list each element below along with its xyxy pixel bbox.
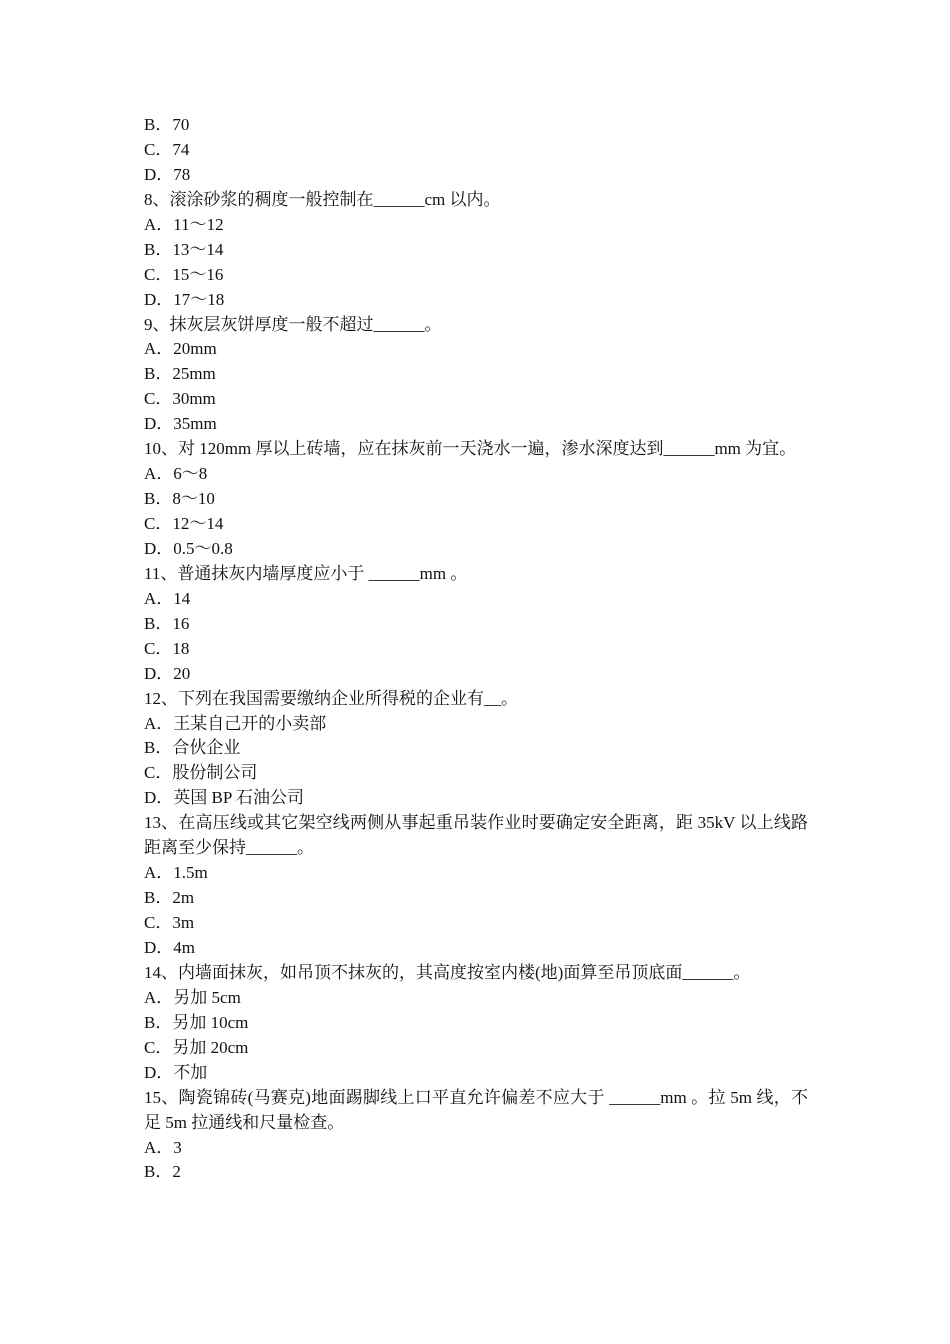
option-c: C．股份制公司 xyxy=(144,763,258,783)
option-a: A．11～12 xyxy=(144,214,224,234)
option-d: D．0.5～0.8 xyxy=(144,538,233,558)
option-d: D．17～18 xyxy=(144,289,225,309)
option-b: B．8～10 xyxy=(144,489,215,509)
option-a: A．1.5m xyxy=(144,863,208,883)
question-9: 9、抹灰层灰饼厚度一般不超过______。 xyxy=(144,314,442,334)
option-b: B．13～14 xyxy=(144,239,224,259)
option-b: B．70 xyxy=(144,115,190,134)
option-d: D．20 xyxy=(144,663,191,683)
option-c: C．12～14 xyxy=(144,514,224,534)
option-b: B．16 xyxy=(144,613,190,633)
option-d: D．35mm xyxy=(144,414,217,434)
question-12: 12、下列在我国需要缴纳企业所得税的企业有__。 xyxy=(144,688,518,708)
question-13: 13、在高压线或其它架空线两侧从事起重吊装作业时要确定安全距离，距 35kV 以上线路距离至少保持______。 xyxy=(144,813,808,858)
option-c: C．另加 20cm xyxy=(144,1037,249,1057)
option-c: C．3m xyxy=(144,913,195,933)
option-d: D．78 xyxy=(144,164,191,184)
option-b: B．合伙企业 xyxy=(144,738,241,758)
question-10: 10、对 120mm 厚以上砖墙，应在抹灰前一天浇水一遍，渗水深度达到______mm 为宜。 xyxy=(144,439,797,459)
option-b: B．25mm xyxy=(144,364,216,384)
option-d: D．英国 BP 石油公司 xyxy=(144,788,304,808)
option-a: A．6～8 xyxy=(144,464,208,484)
option-c: C．15～16 xyxy=(144,264,224,284)
option-a: A．另加 5cm xyxy=(144,987,241,1007)
option-d: D．4m xyxy=(144,937,195,957)
option-d: D．不加 xyxy=(144,1062,208,1082)
option-b: B．另加 10cm xyxy=(144,1012,249,1032)
question-15: 15、陶瓷锦砖(马赛克)地面踢脚线上口平直允许偏差不应大于 ______mm 。拉 5m 线，不足 5m 拉通线和尺量检查。 xyxy=(144,1087,808,1132)
option-c: C．30mm xyxy=(144,389,216,409)
question-11: 11、普通抹灰内墙厚度应小于 ______mm 。 xyxy=(144,563,468,583)
option-a: A．3 xyxy=(144,1137,182,1157)
option-b: B．2m xyxy=(144,888,195,908)
option-b: B．2 xyxy=(144,1162,181,1182)
option-a: A．14 xyxy=(144,588,191,608)
question-8: 8、滚涂砂浆的稠度一般控制在______cm 以内。 xyxy=(144,189,501,209)
option-c: C．74 xyxy=(144,139,190,159)
question-14: 14、内墙面抹灰，如吊顶不抹灰的，其高度按室内楼(地)面算至吊顶底面______。 xyxy=(144,962,751,982)
question-list xyxy=(144,113,808,1185)
option-c: C．18 xyxy=(144,638,190,658)
option-a: A．王某自己开的小卖部 xyxy=(144,713,327,733)
option-a: A．20mm xyxy=(144,339,217,359)
